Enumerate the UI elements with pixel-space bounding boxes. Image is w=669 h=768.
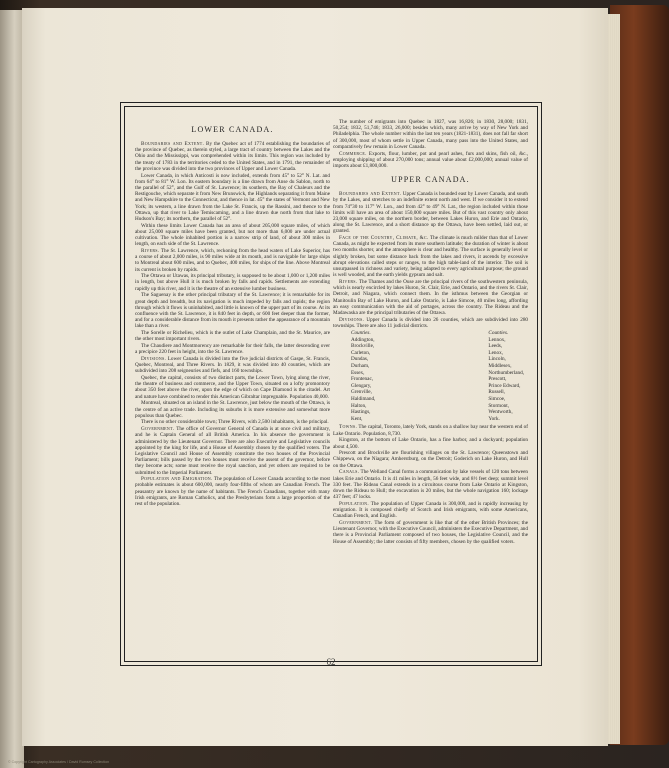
county-name: Glengary, [351, 382, 372, 389]
paragraph-text: Kingston, at the bottom of Lake Ontario, has a fine harbor, and a dockyard; population about 4,500. [333, 437, 528, 450]
county-name: Northumberland, [488, 369, 524, 376]
paragraph [135, 273, 330, 292]
paragraph [333, 450, 528, 469]
paragraph-text: The number of emigrants into Quebec in 1827, was 16,826; in 1830, 28,000; 1831, 50,254; 1832, 51,746; 1833, 26,000; besides which, many arrive by way of New York and Philadelphia. The whole number within the last ten years (1821-1831), does not fall far short of 300,000, most of whom settle in Upper Canada, many pass into the United States, and comparatively few remain in Lower Canada. [333, 119, 528, 150]
column-left [135, 119, 330, 659]
paragraph-text: The population of Upper Canada is 300,000, and is rapidly increasing by emigration. It is composed chiefly of Scotch and Irish emigrants, with some Americans, Canadian French, and English. [333, 500, 528, 520]
text-frame [120, 102, 542, 666]
paragraph-heading: Population. [339, 500, 369, 507]
county-name: Dundas, [351, 356, 369, 363]
paragraph-text: The form of government is like that of the other British Provinces; the Lieutenant Governor, with the Executive Council, administers the Executive Department, and there is a Provincial Parliament composed of two houses, the Legislative Council, and the House of Assembly; the latter consists of fifty members, chosen by the qualified voters. [333, 519, 528, 545]
county-name: Russell, [488, 389, 505, 396]
paragraph [135, 476, 330, 507]
copyright-notice: © Copyright Cartography Associates / David Rumsey Collection [8, 760, 110, 764]
paragraph-text: Exports, flour, lumber, pot and pearl ashes, furs and skins, fish oil, &c., employing shipping of about 270,000 tons; annual value about £2,000,000; annual value of imports about £1,800,000. [333, 150, 528, 169]
paragraph-heading: Rivers. [141, 247, 160, 254]
lower-canada-title: LOWER CANADA. [191, 125, 274, 134]
paragraph-text: The capital, Toronto, lately York, stands on a shallow bay near the western end of Lake Ontario. Population, 8,730. [333, 424, 528, 437]
paragraph-text: Upper Canada is divided into 26 counties, which are subdivided into 280 townships. There are also 11 judicial districts. [333, 316, 528, 329]
paragraph-heading: Rivers. [339, 278, 358, 285]
paragraph-text: Prescott and Brockville are flourishing villages on the St. Lawrence; Queenstown and Chippewa, on the Niagara; Amherstburg, on the Detroit; Goderich on Lake Huron, and Hull on the Ottawa. [333, 450, 528, 469]
county-name: Carleton, [351, 349, 371, 356]
paragraph [333, 279, 528, 316]
paragraph-text: The Ottawa or Utawas, its principal tributary, is supposed to be about 1,000 or 1,200 miles in length, but above Hull it is much broken by falls and rapids. Settlements are extending rapidly up this river, and it is the theatre of an extensive lumber business. [135, 273, 330, 292]
county-name: Prescott, [488, 376, 507, 383]
counties-list [333, 330, 528, 422]
column-right [333, 119, 528, 659]
paragraph-heading: Government. [141, 426, 175, 433]
counties-left-column [351, 330, 375, 422]
paragraph-text: Montreal, situated on an island in the St. Lawrence, just below the mouth of the Ottawa, is the centre of an active trade. Including its suburbs it is more extensive and somewhat more populous than Quebec. [135, 400, 330, 419]
paragraph-heading: Boundaries and Extent. [141, 141, 205, 147]
counties-header-right: Counties. [488, 330, 509, 337]
paragraph-text: The St. Lawrence, which, reckoning from the head waters of Lake Superior, has a course of about 2,000 miles, is 90 miles wide at its mouth, and is navigable for large ships to Montreal about 600 miles, and to Quebec, 400 miles, for ships of the line. Above Montreal its current is broken by rapids. [135, 247, 330, 273]
county-name: Lincoln, [488, 356, 506, 363]
paragraph-text: Upper Canada is bounded east by Lower Canada, and south by the Lakes, and stretches to an indefinite extent north and west. If we consider it to extend from 74°30 to 117° W. Lon., and from 42° to 49° N. Lat., the region included within those limits will have an area of about 150,000 square miles. But of this vast country only about 23,000 square miles, on the northern border, between Lakes Huron, and Erie and Ontario, along the St. Lawrence, and a short distance up the Ottawa, have been settled, laid out, or granted. [333, 191, 528, 235]
county-name: Leeds, [488, 343, 503, 350]
paragraph [135, 426, 330, 476]
paragraph-heading: Towns. [339, 424, 358, 431]
lower-canada-text [135, 141, 330, 507]
paragraph [333, 119, 528, 150]
book-spine [0, 10, 24, 768]
paragraph-text: Within these limits Lower Canada has an area of about 205,000 square miles, of which about 25,000 square miles have been granted, but not more than 6,000 are under actual cultivation. The whole inhabited portion is a narrow strip of land, of about 300 miles in length, on each side of the St. Lawrence. [135, 222, 330, 248]
paragraph [333, 191, 528, 234]
paragraph-heading: Canals. [339, 469, 360, 476]
paragraph [135, 292, 330, 329]
paragraph [135, 141, 330, 172]
paragraph [333, 317, 528, 329]
paragraph-heading: Divisions. [141, 355, 167, 362]
county-name: Prince Edward, [488, 382, 521, 389]
paragraph [333, 235, 528, 278]
paragraph-text: The Saguenay is the other principal tributary of the St. Lawrence; it is remarkable for its great depth and breadth, but its navigation is much impeded by falls and rapids; the region through which it flows is uninhabited, and little is known of the upper part of its course. At its confluence with the St. Lawrence, it is 840 feet in depth, or 600 feet deeper than the former, and for a considerable distance from its mouth it presents rather the appearance of a mountain lake than a river. [135, 292, 330, 330]
paragraph [135, 223, 330, 248]
paragraph [135, 248, 330, 273]
lower-canada-continued [333, 119, 528, 169]
paragraph-text: By the Quebec act of 1774 establishing the boundaries of the province of Quebec, as therein styled, a large tract of country between the Lakes and the Ohio and the Mississippi, was comprehended within its limits. This region was included by the treaty of 1783 in the territories ceded to the United States, and in 1791, the remainder of the province was divided into the two provinces of Upper and Lower Canada. [135, 141, 330, 172]
county-name: Kent, [351, 415, 363, 422]
counties-right-column [488, 330, 524, 422]
paragraph [135, 375, 330, 400]
county-name: Durham, [351, 363, 370, 370]
paragraph-heading: Divisions. [339, 316, 365, 323]
county-name: Stormont, [488, 402, 510, 409]
paragraph-text: The office of Governor General of Canada is at once civil and military, and he is Captain General of all British America. In his absence the government is administered by the Lieutenant Governor. There are also Executive and Legislative councils appointed by the king for life, and a House of Assembly chosen by the qualified voters. The Legislative Council and House of Assembly constitute the two houses of the Provincial Parliament; bills passed by the two houses must receive the assent of the governor, before they become acts; some must receive the royal sanction, and yet others are required to be submitted to the Imperial Parliament. [135, 426, 330, 476]
county-name: Wentworth, [488, 409, 513, 416]
county-name: York. [488, 415, 500, 422]
paragraph [135, 173, 330, 223]
text-frame-inner [124, 106, 538, 662]
county-name: Halton, [351, 402, 367, 409]
paragraph [333, 520, 528, 545]
county-name: Addington, [351, 336, 375, 343]
county-name: Lennox, [488, 336, 506, 343]
county-name: Haldimand, [351, 396, 376, 403]
paragraph-text: The Welland Canal forms a communication by lake vessels of 120 tons between lakes Erie and Ontario. It is 41 miles in length, 56 feet wide, and 8½ feet deep; summit level 330 feet. The Rideau Canal extends in a circuitous course from Lake Ontario at Kingston, down the Rideau to Hull; the excavation is 20 miles, but the whole navigation 160; lockage 437 feet; 47 locks. [333, 469, 528, 501]
paragraph [135, 343, 330, 355]
paragraph [333, 501, 528, 520]
paragraph [333, 469, 528, 500]
paragraph-text: The Sorelle or Richelieu, which is the outlet of Lake Champlain, and the St. Maurice, are the other most important rivers. [135, 330, 330, 343]
paragraph [135, 356, 330, 375]
upper-canada-text-continued [333, 424, 528, 544]
paragraph-heading: Population and Emigration. [141, 476, 213, 483]
paragraph [135, 419, 330, 425]
county-name: Hastings, [351, 409, 371, 416]
paragraph [333, 151, 528, 170]
page-number: 62 [326, 657, 336, 667]
county-name: Essex, [351, 369, 365, 376]
paragraph-text: There is no other considerable town; Three Rivers, with 2,500 inhabitants, is the principal. [141, 419, 329, 426]
upper-canada-title: UPPER CANADA. [391, 175, 470, 185]
county-name: Frontenac, [351, 376, 374, 383]
paragraph-heading: Boundaries and Extent. [339, 191, 402, 198]
upper-canada-text [333, 191, 528, 329]
county-name: Grenville, [351, 389, 372, 396]
paragraph-text: Lower Canada is divided into the five judicial districts of Gaspe, St. Francis, Quebec, Montreal, and Three Rivers. In 1829, it was divided into 40 counties, which are subdivided into 208 seigneuries and fiefs, and 160 townships. [135, 355, 330, 375]
paragraph-text: Quebec, the capital, consists of two distinct parts, the Lower Town, lying along the river, the theatre of business and commerce, and the Upper Town, situated on a lofty promontory about 350 feet above the river, upon the edge of which on Cape Diamond is the citadel. Art and nature have combined to render this American Gibraltar impregnable. Population 40,000. [135, 375, 330, 400]
paragraph-text: The climate is much milder than that of Lower Canada, as might be expected from its more southern latitude; the duration of winter is about two months shorter, and the atmosphere is clear and healthy. The surface is generally level or slightly broken, but some distance back from the lakes and rivers, it ascends by excessive abrupt elevations called steps or ranges, to the high table-land of the interior. The soil is unsurpassed in richness and variety, being adapted to every agricultural purpose; the ground is well wooded, and the earth yields gypsum and salt. [333, 235, 528, 279]
paragraph-text: The Chaudiere and Montmorency are remarkable for their falls, the latter descending over a precipice 220 feet in height, into the St. Lawrence. [135, 343, 330, 356]
county-name: Brockville, [351, 343, 375, 350]
paragraph [135, 400, 330, 419]
county-name: Lenox, [488, 349, 503, 356]
paragraph-heading: Face of the Country, Climate, &c. [339, 235, 429, 242]
paragraph-heading: Government. [339, 519, 373, 526]
paragraph-text: The population of Lower Canada according to the most probable estimates is about 600,000, nearly four-fifths of whom are Canadian French. The peasantry are known by the name of habitants. The French Canadians, together with many Irish emigrants, are Roman Catholics, and the Presbyterians form a large proportion of the rest of the population. [135, 476, 330, 508]
paragraph [333, 437, 528, 449]
paragraph-text: Lower Canada, in which Anticosti is now included, extends from 45° to 52° N. Lat. and from 64° to 81° W. Lon. Its eastern boundary is a line drawn from Anse du Sablon, north to the parallel of 52°, and the Gulf of St. Lawrence; its southern, the Bay of Chaleurs and the Restigouche, which separate it from New Brunswick, the Highlands separating it from Maine and New Hampshire to the Connecticut, and thence in lat. 45° the states of Vermont and New York; its western, a line drawn from the Lake St. Francis, up the Rassini, and thence to the Ottawa, up that river to Lake Temiscaming, and a line drawn due north from that lake to Hudson's Bay; its northern, the parallel of 52°. [135, 172, 330, 222]
atlas-page [22, 8, 608, 746]
county-name: Middlesex, [488, 363, 512, 370]
paragraph-heading: Commerce. [339, 150, 367, 157]
paragraph [135, 330, 330, 342]
counties-header-left: Counties. [351, 330, 371, 337]
paragraph-text: The Thames and the Ouse are the principal rivers of the southwestern peninsula, which is nearly encircled by lakes Huron, St. Clair, Erie, and Ontario, and the rivers St. Clair, Detroit, and Niagara, which connect them. In the isthmus between the Georgian or Manitoulin Bay of Lake Huron, and Lake Ontario, is Lake Simcoe, 40 miles long, affording an easy communication with the aid of portages, across the country. The Rideau and the Madawaska are the principal tributaries of the Ottawa. [333, 278, 528, 316]
county-name: Simcoe, [488, 396, 506, 403]
paragraph [333, 424, 528, 436]
